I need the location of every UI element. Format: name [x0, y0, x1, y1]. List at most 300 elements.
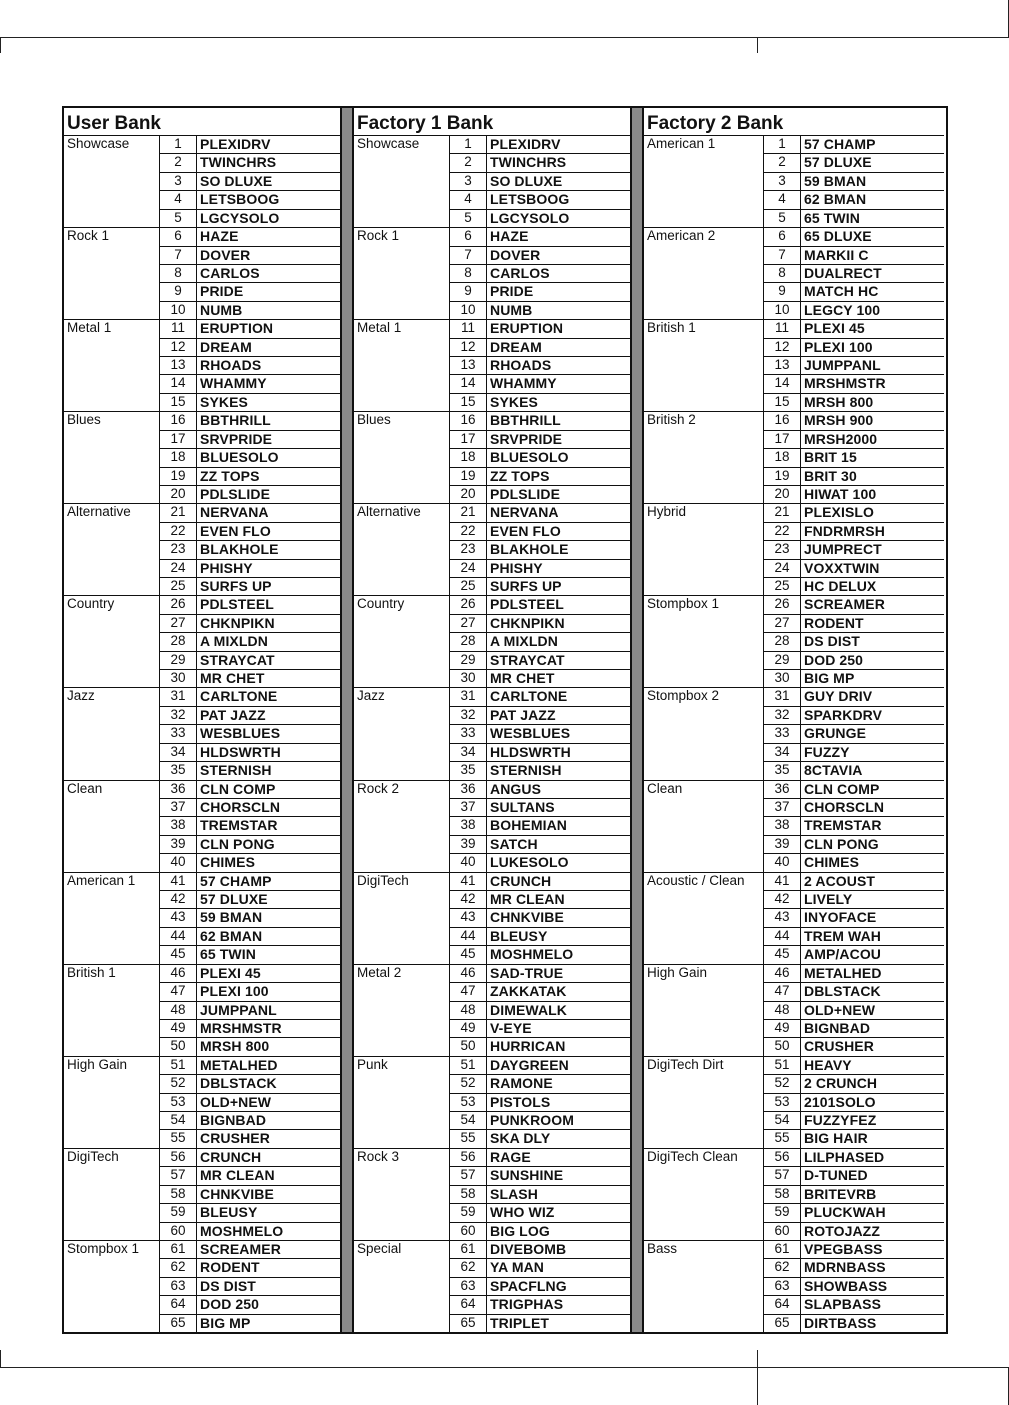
group-label: Clean: [64, 781, 160, 872]
preset-row: [160, 744, 340, 762]
preset-name: BOHEMIAN: [490, 817, 568, 834]
preset-number: 40: [160, 854, 197, 871]
preset-row: [160, 909, 340, 927]
preset-name: FNDRMRSH: [804, 522, 885, 539]
preset-row: [450, 873, 630, 891]
preset-name: 65 DLUXE: [804, 228, 872, 245]
preset-row: [764, 431, 944, 449]
preset-row: [764, 633, 944, 651]
preset-name: ERUPTION: [200, 320, 274, 337]
preset-name: HC DELUX: [804, 578, 877, 594]
preset-number: 49: [450, 1020, 487, 1037]
preset-row: [450, 744, 630, 762]
preset-group: [354, 411, 630, 503]
preset-name: PLEXI 100: [804, 338, 873, 355]
preset-number: 45: [764, 946, 801, 963]
preset-row: [450, 1149, 630, 1167]
preset-row: [764, 468, 944, 486]
preset-group: [64, 503, 340, 595]
preset-name: PLEXISLO: [804, 504, 875, 521]
preset-rows: [450, 228, 630, 319]
preset-name: OLD+NEW: [804, 1001, 876, 1018]
preset-row: [450, 375, 630, 393]
preset-name: 62 BMAN: [804, 191, 867, 208]
preset-group: [644, 1148, 944, 1240]
preset-name: FUZZY: [804, 743, 850, 760]
preset-group: [644, 1056, 944, 1148]
group-label: Alternative: [64, 504, 160, 595]
preset-row: [450, 431, 630, 449]
preset-group: [644, 872, 944, 964]
preset-name: HLDSWRTH: [200, 743, 281, 760]
preset-row: [160, 1038, 340, 1055]
preset-row: [450, 1020, 630, 1038]
preset-row: [160, 541, 340, 559]
preset-name: CARLTONE: [200, 688, 278, 705]
preset-number: 19: [450, 468, 487, 485]
preset-number: 2: [160, 154, 197, 171]
preset-group: [354, 1056, 630, 1148]
preset-number: 50: [160, 1038, 197, 1055]
crop-mark-bottom-left: [0, 1350, 1, 1367]
preset-row: [160, 1002, 340, 1020]
preset-number: 52: [160, 1075, 197, 1092]
preset-number: 16: [764, 412, 801, 429]
preset-name: CHIMES: [804, 854, 860, 871]
group-label: Punk: [354, 1057, 450, 1148]
preset-number: 24: [764, 560, 801, 577]
preset-group: [354, 503, 630, 595]
preset-number: 14: [764, 375, 801, 392]
preset-number: 11: [450, 320, 487, 337]
preset-name: PISTOLS: [490, 1093, 551, 1110]
preset-number: 49: [160, 1020, 197, 1037]
preset-name: PDLSLIDE: [200, 485, 271, 502]
group-label: British 1: [64, 965, 160, 1056]
preset-row: [764, 1315, 944, 1332]
preset-number: 1: [160, 136, 197, 153]
preset-number: 55: [160, 1130, 197, 1147]
preset-name: LEGCY 100: [804, 301, 881, 318]
preset-row: [450, 486, 630, 503]
preset-name: BLUESOLO: [200, 449, 279, 466]
preset-name: BIG MP: [200, 1314, 251, 1331]
preset-number: 48: [764, 1002, 801, 1019]
preset-row: [764, 1002, 944, 1020]
preset-number: 2: [764, 154, 801, 171]
preset-number: 3: [450, 173, 487, 190]
preset-number: 32: [160, 707, 197, 724]
preset-number: 39: [160, 836, 197, 853]
preset-number: 61: [160, 1241, 197, 1258]
preset-number: 30: [764, 670, 801, 687]
preset-row: [160, 191, 340, 209]
preset-rows: [160, 781, 340, 872]
preset-name: PLEXIDRV: [490, 136, 561, 152]
preset-row: [160, 633, 340, 651]
bank-title: User Bank: [64, 108, 340, 136]
preset-name: CHNKVIBE: [200, 1185, 274, 1202]
preset-row: [764, 1296, 944, 1314]
preset-rows: [160, 1057, 340, 1148]
preset-row: [450, 394, 630, 411]
preset-row: [764, 1259, 944, 1277]
preset-name: BBTHRILL: [200, 412, 271, 429]
preset-group: [64, 687, 340, 779]
preset-name: BBTHRILL: [490, 412, 561, 429]
preset-group: [354, 595, 630, 687]
preset-name: PLEXIDRV: [200, 136, 271, 152]
preset-row: [160, 1149, 340, 1167]
preset-row: [160, 173, 340, 191]
group-label: Country: [354, 596, 450, 687]
preset-row: [160, 136, 340, 154]
preset-name: OLD+NEW: [200, 1093, 272, 1110]
preset-name: 59 BMAN: [200, 909, 263, 926]
preset-number: 31: [160, 688, 197, 705]
preset-name: EVEN FLO: [490, 522, 561, 539]
preset-name: PLEXI 45: [804, 320, 865, 337]
preset-name: TREM WAH: [804, 927, 882, 944]
preset-row: [160, 1020, 340, 1038]
preset-name: JUMPRECT: [804, 541, 882, 558]
preset-row: [450, 1223, 630, 1240]
preset-name: RHOADS: [200, 357, 262, 373]
preset-name: DS DIST: [804, 633, 860, 650]
preset-group: [644, 964, 944, 1056]
preset-number: 15: [160, 394, 197, 411]
preset-name: TREMSTAR: [200, 817, 278, 834]
preset-number: 7: [450, 247, 487, 264]
preset-row: [160, 339, 340, 357]
preset-row: [160, 210, 340, 227]
preset-group: [354, 687, 630, 779]
crop-mark-top: [0, 37, 1009, 38]
preset-name: GRUNGE: [804, 725, 867, 742]
preset-row: [450, 836, 630, 854]
preset-number: 29: [160, 652, 197, 669]
preset-name: WESBLUES: [490, 725, 571, 742]
preset-row: [764, 339, 944, 357]
preset-group: [644, 687, 944, 779]
preset-number: 33: [764, 725, 801, 742]
preset-row: [160, 1167, 340, 1185]
preset-row: [450, 541, 630, 559]
preset-name: CHIMES: [200, 854, 256, 871]
preset-row: [764, 615, 944, 633]
preset-number: 29: [764, 652, 801, 669]
preset-name: TREMSTAR: [804, 817, 882, 834]
preset-number: 35: [450, 762, 487, 779]
preset-name: MATCH HC: [804, 283, 879, 300]
preset-number: 54: [450, 1112, 487, 1129]
preset-group: [354, 780, 630, 872]
preset-name: 57 DLUXE: [804, 154, 872, 171]
preset-row: [160, 1315, 340, 1332]
preset-group: [64, 780, 340, 872]
preset-name: METALHED: [200, 1056, 278, 1073]
preset-row: [764, 854, 944, 871]
preset-row: [160, 799, 340, 817]
preset-group: [354, 872, 630, 964]
preset-name: LGCYSOLO: [490, 209, 570, 226]
preset-name: BIG MP: [804, 670, 855, 687]
preset-row: [450, 1057, 630, 1075]
preset-row: [764, 541, 944, 559]
preset-name: NUMB: [490, 301, 533, 318]
group-label: Stompbox 2: [644, 688, 764, 779]
preset-row: [160, 688, 340, 706]
preset-row: [160, 449, 340, 467]
group-label: DigiTech: [64, 1149, 160, 1240]
preset-number: 44: [764, 928, 801, 945]
preset-name: HAZE: [200, 228, 239, 245]
preset-name: DIMEWALK: [490, 1001, 568, 1018]
preset-number: 45: [160, 946, 197, 963]
group-label: American 1: [64, 873, 160, 964]
preset-rows: [160, 136, 340, 227]
preset-rows: [160, 504, 340, 595]
preset-group: [64, 1240, 340, 1332]
group-label: DigiTech Clean: [644, 1149, 764, 1240]
preset-name: SURFS UP: [200, 578, 272, 594]
preset-number: 42: [450, 891, 487, 908]
preset-number: 31: [450, 688, 487, 705]
preset-row: [764, 1186, 944, 1204]
preset-row: [764, 247, 944, 265]
preset-number: 9: [160, 283, 197, 300]
preset-group: [64, 136, 340, 227]
preset-rows: [160, 1149, 340, 1240]
preset-name: SYKES: [200, 393, 248, 410]
preset-name: CLN PONG: [804, 835, 879, 852]
preset-name: PLEXI 45: [200, 964, 261, 981]
preset-row: [160, 302, 340, 319]
preset-number: 51: [764, 1057, 801, 1074]
preset-groups: [64, 136, 340, 1332]
preset-number: 18: [450, 449, 487, 466]
preset-row: [764, 1204, 944, 1222]
preset-number: 25: [764, 578, 801, 595]
preset-row: [160, 560, 340, 578]
preset-number: 21: [160, 504, 197, 521]
preset-row: [160, 596, 340, 614]
preset-name: SRVPRIDE: [200, 430, 273, 447]
preset-number: 57: [764, 1167, 801, 1184]
preset-row: [764, 1223, 944, 1240]
preset-number: 23: [450, 541, 487, 558]
preset-name: SATCH: [490, 835, 538, 852]
preset-number: 30: [160, 670, 197, 687]
preset-name: PUNKROOM: [490, 1112, 575, 1129]
preset-row: [764, 394, 944, 411]
group-label: Bass: [644, 1241, 764, 1332]
preset-number: 44: [450, 928, 487, 945]
preset-name: NERVANA: [490, 504, 559, 521]
group-label: Metal 1: [354, 320, 450, 411]
preset-number: 64: [764, 1296, 801, 1313]
preset-group: [354, 1240, 630, 1332]
preset-number: 58: [160, 1186, 197, 1203]
preset-row: [450, 1278, 630, 1296]
preset-groups: [354, 136, 630, 1332]
preset-name: SPACFLNG: [490, 1277, 567, 1294]
preset-row: [450, 707, 630, 725]
preset-rows: [450, 688, 630, 779]
preset-name: DBLSTACK: [804, 983, 881, 1000]
preset-name: CRUNCH: [200, 1148, 262, 1165]
preset-name: 62 BMAN: [200, 927, 263, 944]
preset-number: 51: [450, 1057, 487, 1074]
preset-row: [450, 136, 630, 154]
preset-name: PHISHY: [490, 559, 543, 576]
preset-name: CRUSHER: [200, 1130, 270, 1147]
preset-number: 52: [450, 1075, 487, 1092]
preset-group: [354, 136, 630, 227]
preset-number: 17: [160, 431, 197, 448]
bank-column: [354, 108, 630, 1332]
preset-name: 57 CHAMP: [804, 136, 876, 152]
preset-number: 40: [764, 854, 801, 871]
preset-number: 5: [160, 210, 197, 227]
preset-name: ZZ TOPS: [490, 467, 550, 484]
preset-name: SYKES: [490, 393, 538, 410]
preset-row: [450, 1167, 630, 1185]
preset-rows: [764, 1241, 944, 1332]
preset-number: 37: [450, 799, 487, 816]
preset-name: TRIPLET: [490, 1314, 550, 1331]
preset-number: 18: [160, 449, 197, 466]
preset-number: 58: [764, 1186, 801, 1203]
preset-name: HIWAT 100: [804, 485, 877, 502]
preset-name: DOD 250: [804, 651, 864, 668]
preset-row: [160, 762, 340, 779]
preset-group: [354, 227, 630, 319]
preset-name: CLN COMP: [804, 780, 880, 797]
preset-name: TRIGPHAS: [490, 1296, 564, 1313]
group-label: Rock 2: [354, 781, 450, 872]
preset-row: [160, 375, 340, 393]
preset-row: [764, 762, 944, 779]
preset-number: 56: [450, 1149, 487, 1166]
preset-name: BRITEVRB: [804, 1185, 877, 1202]
preset-row: [160, 1241, 340, 1259]
preset-number: 26: [764, 596, 801, 613]
preset-number: 19: [160, 468, 197, 485]
preset-row: [160, 504, 340, 522]
preset-number: 47: [160, 983, 197, 1000]
preset-row: [450, 1130, 630, 1147]
preset-number: 65: [450, 1315, 487, 1332]
preset-number: 38: [160, 817, 197, 834]
preset-number: 62: [450, 1259, 487, 1276]
preset-row: [160, 946, 340, 963]
preset-number: 50: [450, 1038, 487, 1055]
preset-number: 28: [764, 633, 801, 650]
crop-mark-top-right: [757, 37, 758, 53]
preset-row: [450, 412, 630, 430]
bank-column: [644, 108, 944, 1332]
preset-name: DOVER: [490, 246, 541, 263]
preset-row: [764, 1167, 944, 1185]
preset-row: [160, 431, 340, 449]
preset-name: 2 CRUNCH: [804, 1075, 878, 1092]
preset-row: [450, 891, 630, 909]
preset-row: [764, 320, 944, 338]
preset-name: BLEUSY: [490, 927, 548, 944]
preset-row: [764, 688, 944, 706]
preset-number: 64: [160, 1296, 197, 1313]
preset-name: YA MAN: [490, 1259, 545, 1276]
preset-name: MDRNBASS: [804, 1259, 886, 1276]
preset-number: 48: [160, 1002, 197, 1019]
preset-number: 37: [160, 799, 197, 816]
group-label: DigiTech Dirt: [644, 1057, 764, 1148]
preset-name: EVEN FLO: [200, 522, 271, 539]
preset-name: HEAVY: [804, 1056, 852, 1073]
preset-name: VPEGBASS: [804, 1240, 883, 1257]
preset-name: CARLTONE: [490, 688, 568, 705]
preset-number: 24: [160, 560, 197, 577]
preset-name: TWINCHRS: [200, 154, 277, 171]
group-label: Clean: [644, 781, 764, 872]
preset-name: RAMONE: [490, 1075, 553, 1092]
preset-number: 20: [450, 486, 487, 503]
preset-name: MRSHMSTR: [804, 375, 886, 392]
preset-name: CHORSCLN: [200, 798, 281, 815]
preset-rows: [450, 320, 630, 411]
preset-row: [450, 283, 630, 301]
preset-name: DIVEBOMB: [490, 1240, 567, 1257]
preset-number: 5: [450, 210, 487, 227]
preset-number: 16: [450, 412, 487, 429]
group-label: Hybrid: [644, 504, 764, 595]
preset-name: MR CHET: [490, 670, 555, 687]
preset-name: PLEXI 100: [200, 983, 269, 1000]
preset-group: [644, 1240, 944, 1332]
preset-number: 44: [160, 928, 197, 945]
preset-row: [450, 1112, 630, 1130]
preset-row: [160, 154, 340, 172]
preset-row: [764, 836, 944, 854]
preset-name: LIVELY: [804, 891, 853, 908]
group-label: Stompbox 1: [64, 1241, 160, 1332]
preset-number: 55: [450, 1130, 487, 1147]
preset-number: 22: [764, 523, 801, 540]
preset-rows: [450, 504, 630, 595]
preset-number: 62: [764, 1259, 801, 1276]
preset-row: [764, 781, 944, 799]
preset-name: STERNISH: [490, 762, 562, 779]
preset-row: [764, 560, 944, 578]
group-label: Acoustic / Clean: [644, 873, 764, 964]
preset-name: SLAPBASS: [804, 1296, 882, 1313]
preset-number: 64: [450, 1296, 487, 1313]
preset-row: [764, 652, 944, 670]
group-label: Showcase: [354, 136, 450, 227]
group-label: American 1: [644, 136, 764, 227]
preset-row: [160, 707, 340, 725]
preset-name: CHNKVIBE: [490, 909, 564, 926]
preset-row: [160, 1186, 340, 1204]
preset-rows: [160, 412, 340, 503]
preset-group: [64, 1148, 340, 1240]
preset-number: 8: [764, 265, 801, 282]
preset-number: 62: [160, 1259, 197, 1276]
preset-name: ANGUS: [490, 780, 542, 797]
preset-number: 3: [160, 173, 197, 190]
preset-row: [764, 707, 944, 725]
